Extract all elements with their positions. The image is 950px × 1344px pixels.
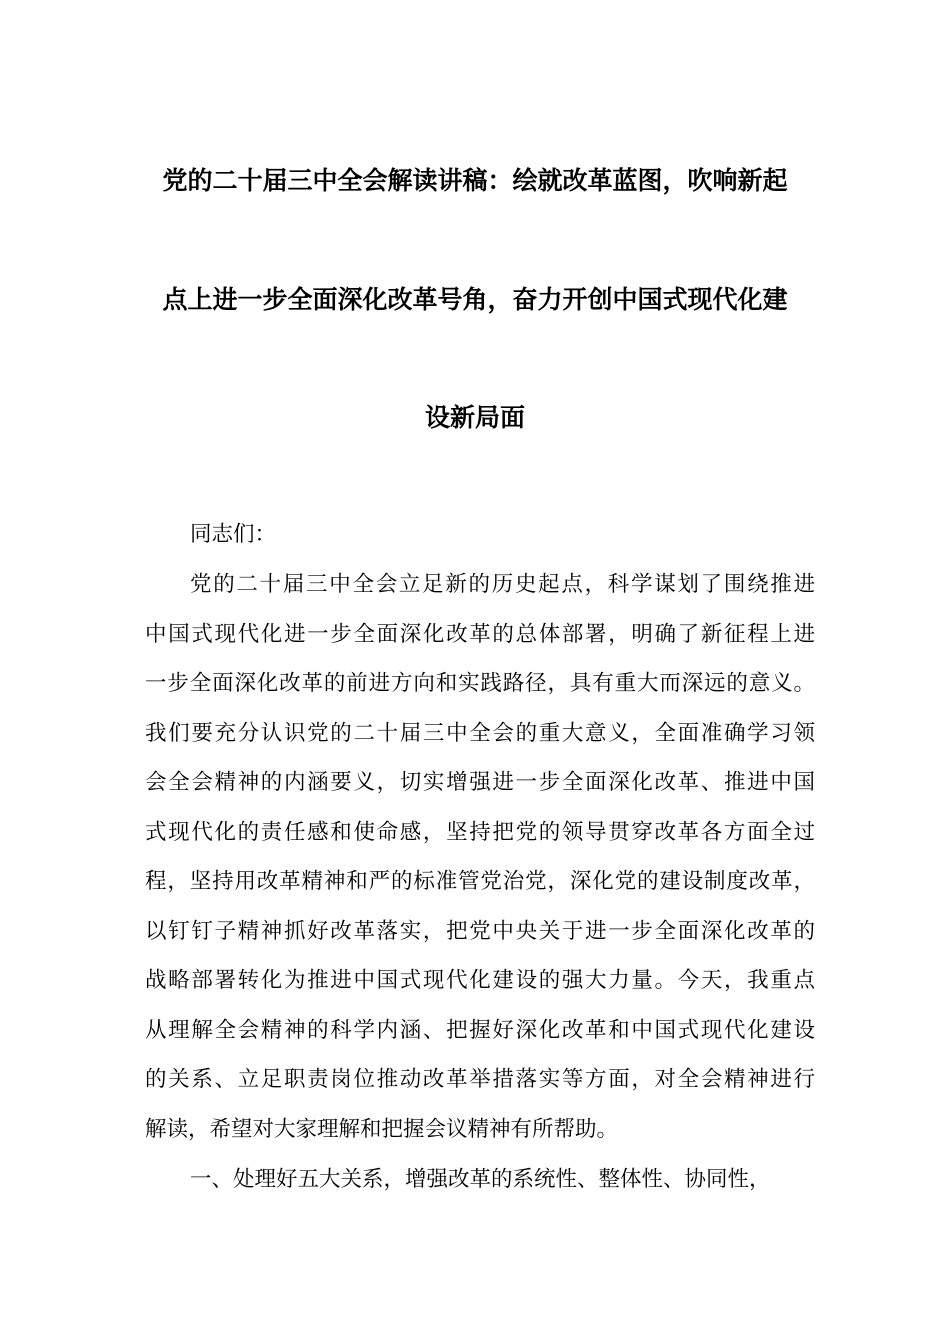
paragraph-line: 党的二十届三中全会立足新的历史起点，科学谋划了围绕推进 xyxy=(190,572,815,597)
paragraph-line: 一步全面深化改革的前进方向和实践路径，具有重大而深远的意义。 xyxy=(145,671,815,696)
paragraph-line: 式现代化的责任感和使命感，坚持把党的领导贯穿改革各方面全过 xyxy=(145,820,815,845)
paragraph-line: 解读，希望对大家理解和把握会议精神有所帮助。 xyxy=(145,1117,619,1142)
document-title-line-3: 设新局面 xyxy=(424,403,525,432)
document-title-line-1: 党的二十届三中全会解读讲稿：绘就改革蓝图，吹响新起 xyxy=(162,166,788,195)
section-heading: 一、处理好五大关系，增强改革的系统性、整体性、协同性， xyxy=(190,1167,771,1192)
paragraph-line: 以钉钉子精神抓好改革落实，把党中央关于进一步全面深化改革的 xyxy=(145,919,815,944)
paragraph-line: 程，坚持用改革精神和严的标准管党治党，深化党的建设制度改革， xyxy=(145,869,815,894)
paragraph-line: 我们要充分认识党的二十届三中全会的重大意义，全面准确学习领 xyxy=(145,721,815,746)
paragraph-line: 会全会精神的内涵要义，切实增强进一步全面深化改革、推进中国 xyxy=(145,770,815,795)
paragraph-line: 的关系、立足职责岗位推动改革举措落实等方面，对全会精神进行 xyxy=(145,1067,815,1092)
document-title-line-2: 点上进一步全面深化改革号角，奋力开创中国式现代化建 xyxy=(162,285,788,314)
paragraph-line: 从理解全会精神的科学内涵、把握好深化改革和中国式现代化建设 xyxy=(145,1018,815,1043)
paragraph-line: 战略部署转化为推进中国式现代化建设的强大力量。今天，我重点 xyxy=(145,968,815,993)
salutation: 同志们： xyxy=(190,522,277,547)
paragraph-line: 中国式现代化进一步全面深化改革的总体部署，明确了新征程上进 xyxy=(145,622,815,647)
